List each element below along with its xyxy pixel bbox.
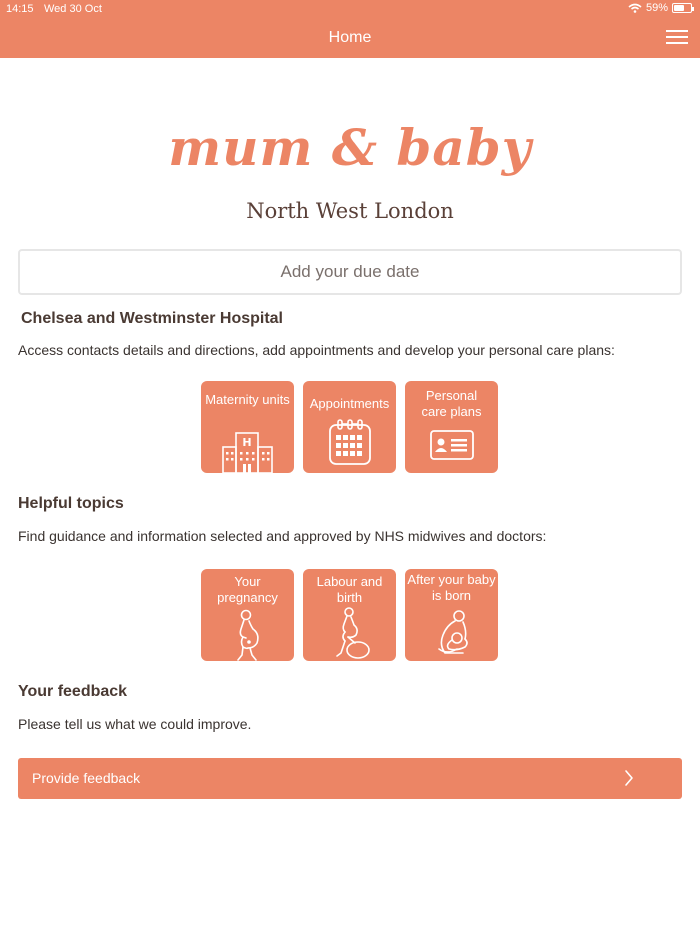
hospital-building-icon [221, 431, 275, 473]
tile-label: Labour and birth [316, 574, 383, 605]
status-indicators [628, 2, 692, 14]
chevron-right-icon [624, 769, 634, 787]
calendar-icon [328, 418, 372, 466]
tile-label: After your baby is born [407, 572, 496, 603]
tile-label: Maternity units [205, 392, 290, 407]
hospital-description: Access contacts details and directions, add appointments and develop your personal care plans: [18, 342, 615, 358]
pregnant-woman-icon [231, 609, 263, 661]
feedback-button-label: Provide feedback [32, 770, 141, 786]
battery-icon [672, 3, 692, 13]
mother-baby-icon [433, 609, 473, 657]
add-due-date-button[interactable]: Add your due date [18, 249, 682, 295]
feedback-heading: Your feedback [18, 683, 128, 700]
status-time: 14:15 [6, 3, 34, 15]
personal-care-plans-tile[interactable] [405, 381, 498, 473]
page-title: Home [328, 29, 372, 46]
tile-label: Personal care plans [421, 388, 482, 419]
status-date: Wed 30 Oct [44, 3, 102, 15]
battery-percent: 59% [645, 2, 668, 14]
topics-description: Find guidance and information selected and approved by NHS midwives and doctors: [18, 528, 547, 544]
labour-and-birth-tile[interactable] [303, 569, 396, 661]
appointments-tile[interactable] [303, 381, 396, 473]
tile-label: Your pregnancy [217, 574, 278, 605]
tile-label: Appointments [309, 396, 390, 411]
hamburger-menu-icon[interactable] [666, 30, 688, 44]
app-logo: mum & baby [168, 118, 532, 177]
your-pregnancy-tile[interactable] [201, 569, 294, 661]
after-baby-born-tile[interactable] [405, 569, 498, 661]
topics-heading: Helpful topics [18, 495, 124, 512]
region-name: North West London [246, 199, 454, 223]
hospital-heading: Chelsea and Westminster Hospital [21, 310, 283, 327]
feedback-description: Please tell us what we could improve. [18, 716, 252, 732]
birth-ball-icon [331, 607, 371, 659]
wifi-icon [628, 3, 642, 13]
provide-feedback-button[interactable] [18, 758, 682, 799]
id-card-icon [429, 429, 475, 461]
svg-text:H: H [242, 436, 252, 449]
top-bar [0, 0, 700, 58]
maternity-units-tile[interactable] [201, 381, 294, 473]
